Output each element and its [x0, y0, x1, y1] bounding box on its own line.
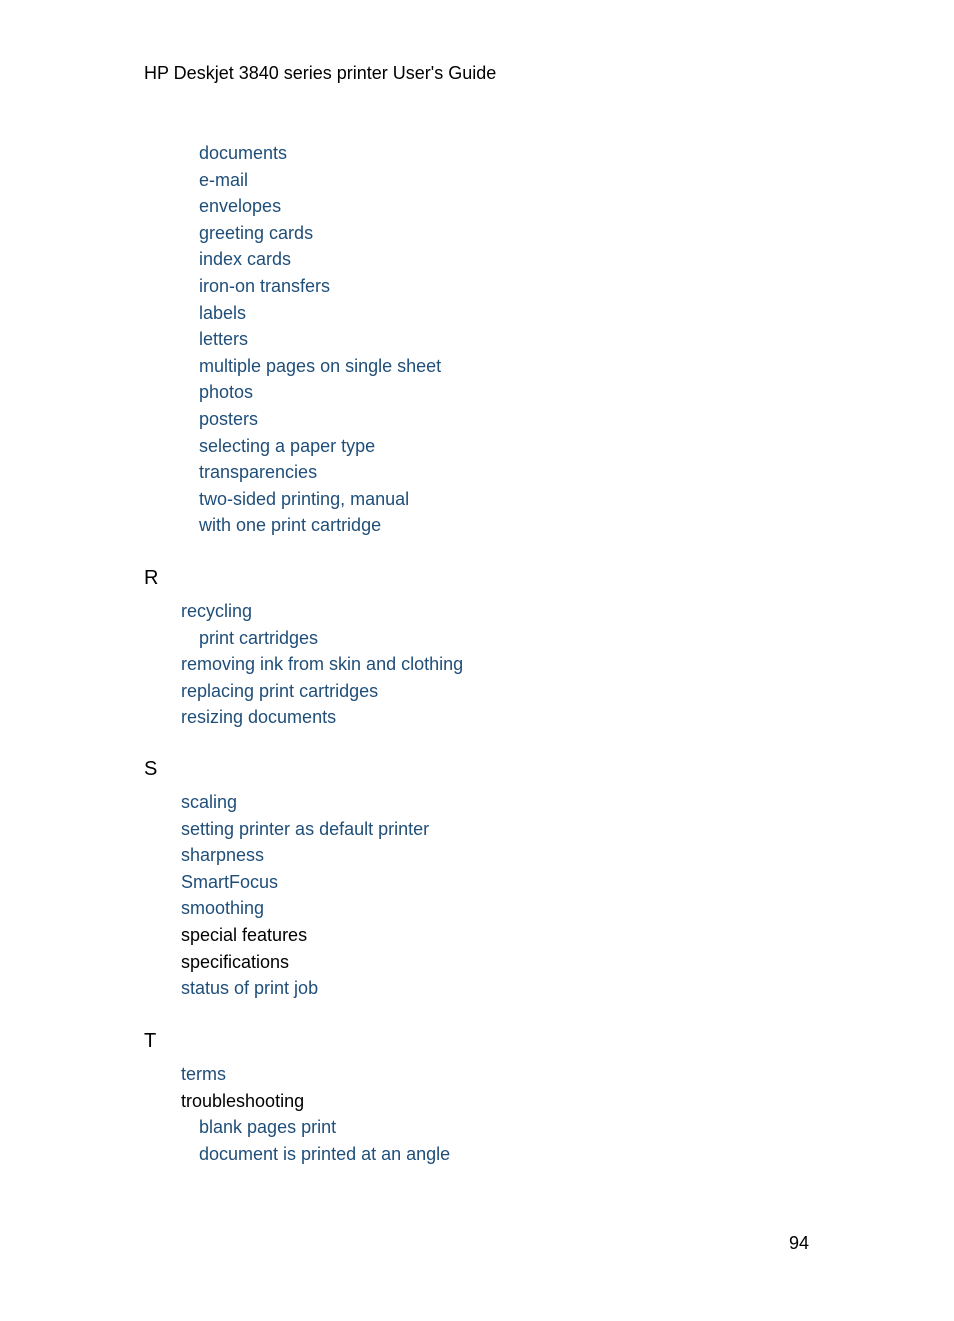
section-letter-t: T: [144, 1030, 157, 1052]
index-entry[interactable]: two-sided printing, manual: [199, 488, 410, 509]
index-entry[interactable]: recycling: [181, 601, 253, 621]
index-entry[interactable]: resizing documents: [181, 707, 337, 728]
index-subentry[interactable]: blank pages print: [199, 1117, 337, 1138]
index-entry[interactable]: iron-on transfers: [199, 276, 331, 296]
index-entry: special features: [181, 925, 308, 945]
index-entry[interactable]: SmartFocus: [181, 871, 279, 892]
index-entry[interactable]: with one print cartridge: [199, 515, 382, 536]
index-entry[interactable]: sharpness: [181, 845, 265, 866]
section-letter-s: S: [144, 758, 158, 780]
index-entry[interactable]: status of print job: [181, 978, 319, 999]
index-entry[interactable]: envelopes: [199, 196, 282, 217]
index-entry[interactable]: scaling: [181, 792, 238, 812]
index-entry[interactable]: photos: [199, 382, 254, 403]
index-subentry[interactable]: print cartridges: [199, 627, 319, 648]
index-entry[interactable]: index cards: [199, 249, 292, 270]
index-entry[interactable]: transparencies: [199, 462, 318, 483]
page-number: 94: [789, 1233, 810, 1253]
index-entry[interactable]: letters: [199, 329, 249, 350]
index-entry[interactable]: selecting a paper type: [199, 435, 376, 456]
index-entry[interactable]: documents: [199, 143, 288, 163]
index-entry[interactable]: setting printer as default printer: [181, 818, 430, 839]
index-entry: specifications: [181, 951, 290, 972]
index-entry[interactable]: e-mail: [199, 169, 249, 190]
index-entry: troubleshooting: [181, 1090, 305, 1111]
page-header-title: HP Deskjet 3840 series printer User's Guide: [144, 63, 497, 83]
index-entry[interactable]: replacing print cartridges: [181, 680, 379, 701]
index-entry[interactable]: smoothing: [181, 898, 265, 919]
index-subentry[interactable]: document is printed at an angle: [199, 1143, 451, 1164]
index-entry[interactable]: terms: [181, 1064, 226, 1084]
index-entry[interactable]: multiple pages on single sheet: [199, 355, 442, 376]
index-entry[interactable]: greeting cards: [199, 222, 314, 243]
section-letter-r: R: [144, 567, 159, 589]
index-entry[interactable]: labels: [199, 302, 247, 323]
index-entry[interactable]: removing ink from skin and clothing: [181, 654, 464, 675]
index-entry[interactable]: posters: [199, 409, 259, 429]
